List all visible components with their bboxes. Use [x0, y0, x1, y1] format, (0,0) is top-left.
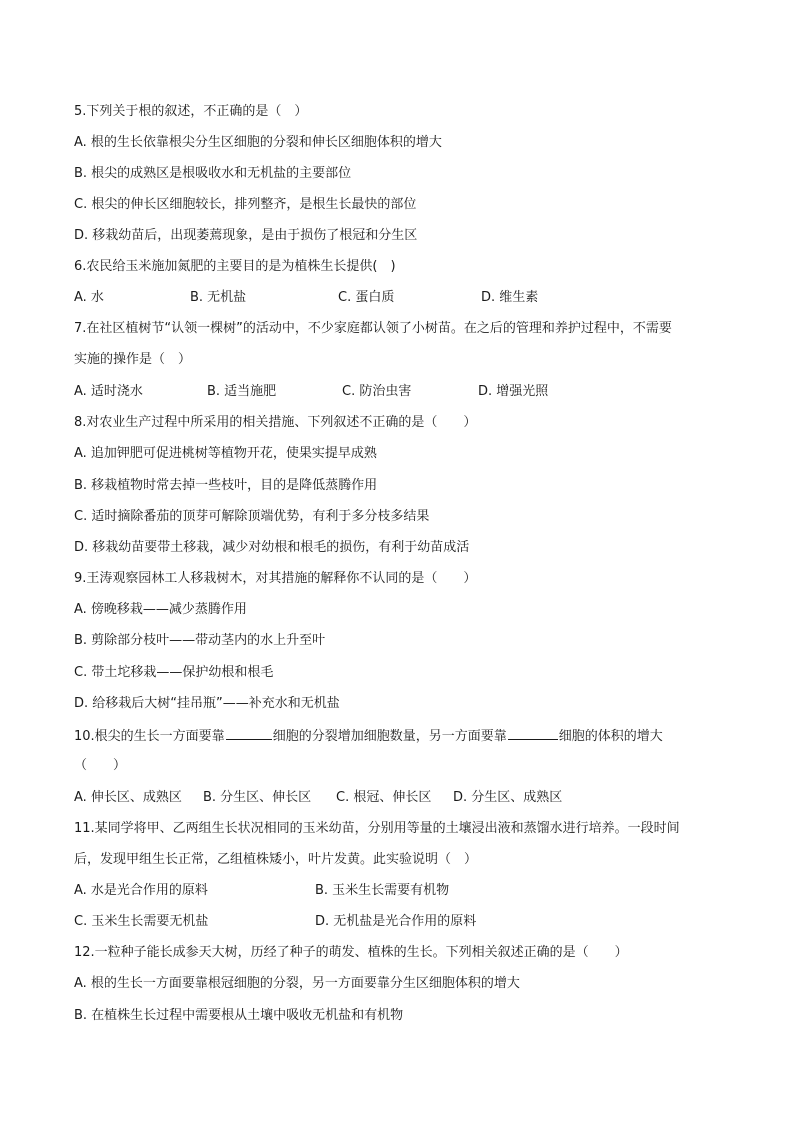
question-7-option-a: A. 适时浇水 — [74, 384, 143, 399]
question-11-option-a: A. 水是光合作用的原料 — [74, 883, 208, 898]
question-6-option-d: D. 维生素 — [481, 290, 539, 305]
question-8-option-c: C. 适时摘除番茄的顶芽可解除顶端优势，有利于多分枝多结果 — [74, 509, 430, 524]
question-7-stem-line1: 7.在社区植树节“认领一棵树”的活动中，不少家庭都认领了小树苗。在之后的管理和养护过程中，不需要 — [74, 321, 672, 336]
question-10-stem-part1: 10.根尖的生长一方面要靠 — [74, 729, 225, 744]
question-12-option-a: A. 根的生长一方面要靠根冠细胞的分裂，另一方面要靠分生区细胞体积的增大 — [74, 976, 520, 991]
answer-blank-2[interactable] — [508, 726, 558, 740]
question-12-stem: 12.一粒种子能长成参天大树，历经了种子的萌发、植株的生长。下列相关叙述正确的是（ ） — [74, 945, 628, 960]
question-10-stem-part2: 细胞的分裂增加细胞数量，另一方面要靠 — [272, 729, 507, 744]
question-11-option-c: C. 玉米生长需要无机盐 — [74, 914, 209, 929]
question-11-stem-line1: 11.某同学将甲、乙两组生长状况相同的玉米幼苗，分别用等量的土壤浸出液和蒸馏水进行培养。一段时间 — [74, 821, 680, 836]
question-10-option-b: B. 分生区、伸长区 — [203, 790, 312, 805]
question-9-option-a: A. 傍晚移栽——减少蒸腾作用 — [74, 602, 247, 617]
question-10-option-c: C. 根冠、伸长区 — [336, 790, 432, 805]
question-12-option-b: B. 在植株生长过程中需要根从土壤中吸收无机盐和有机物 — [74, 1008, 404, 1023]
question-11-option-d: D. 无机盐是光合作用的原料 — [315, 914, 477, 929]
question-7-option-b: B. 适当施肥 — [207, 384, 277, 399]
question-9-stem: 9.王涛观察园林工人移栽树木，对其措施的解释你不认同的是（ ） — [74, 571, 477, 586]
question-6-stem: 6.农民给玉米施加氮肥的主要目的是为植株生长提供( ) — [74, 259, 396, 274]
question-7-option-d: D. 增强光照 — [478, 384, 549, 399]
question-10-option-d: D. 分生区、成熟区 — [453, 790, 563, 805]
question-5-option-d: D. 移栽幼苗后，出现萎蔫现象，是由于损伤了根冠和分生区 — [74, 228, 418, 243]
question-11-stem-line2: 后，发现甲组生长正常，乙组植株矮小，叶片发黄。此实验说明（ ） — [74, 852, 478, 867]
question-6-option-c: C. 蛋白质 — [338, 290, 395, 305]
question-8-stem: 8.对农业生产过程中所采用的相关措施、下列叙述不正确的是（ ） — [74, 415, 477, 430]
question-9-option-d: D. 给移栽后大树“挂吊瓶”——补充水和无机盐 — [74, 696, 340, 711]
question-6-option-b: B. 无机盐 — [190, 290, 247, 305]
question-11-option-b: B. 玉米生长需要有机物 — [315, 883, 450, 898]
question-10-stem-line2: （ ） — [74, 758, 127, 773]
question-5-option-b: B. 根尖的成熟区是根吸收水和无机盐的主要部位 — [74, 166, 352, 181]
answer-blank-1[interactable] — [226, 726, 272, 740]
question-9-option-c: C. 带土坨移栽——保护幼根和根毛 — [74, 665, 274, 680]
question-5-option-a: A. 根的生长依靠根尖分生区细胞的分裂和伸长区细胞体积的增大 — [74, 135, 442, 150]
question-7-option-c: C. 防治虫害 — [342, 384, 412, 399]
question-8-option-a: A. 追加钾肥可促进桃树等植物开花，使果实提早成熟 — [74, 446, 377, 461]
question-6-option-a: A. 水 — [74, 290, 104, 305]
question-8-option-b: B. 移栽植物时常去掉一些枝叶，目的是降低蒸腾作用 — [74, 478, 378, 493]
question-10-stem-line1 — [74, 726, 663, 746]
question-5-option-c: C. 根尖的伸长区细胞较长，排列整齐，是根生长最快的部位 — [74, 197, 417, 212]
question-8-option-d: D. 移栽幼苗要带土移栽，减少对幼根和根毛的损伤，有利于幼苗成活 — [74, 540, 470, 555]
question-7-stem-line2: 实施的操作是（ ） — [74, 352, 192, 367]
question-5-stem: 5.下列关于根的叙述，不正确的是（ ） — [74, 104, 308, 119]
question-10-stem-part3: 细胞的体积的增大 — [558, 729, 663, 744]
question-9-option-b: B. 剪除部分枝叶——带动茎内的水上升至叶 — [74, 633, 326, 648]
question-10-option-a: A. 伸长区、成熟区 — [74, 790, 182, 805]
